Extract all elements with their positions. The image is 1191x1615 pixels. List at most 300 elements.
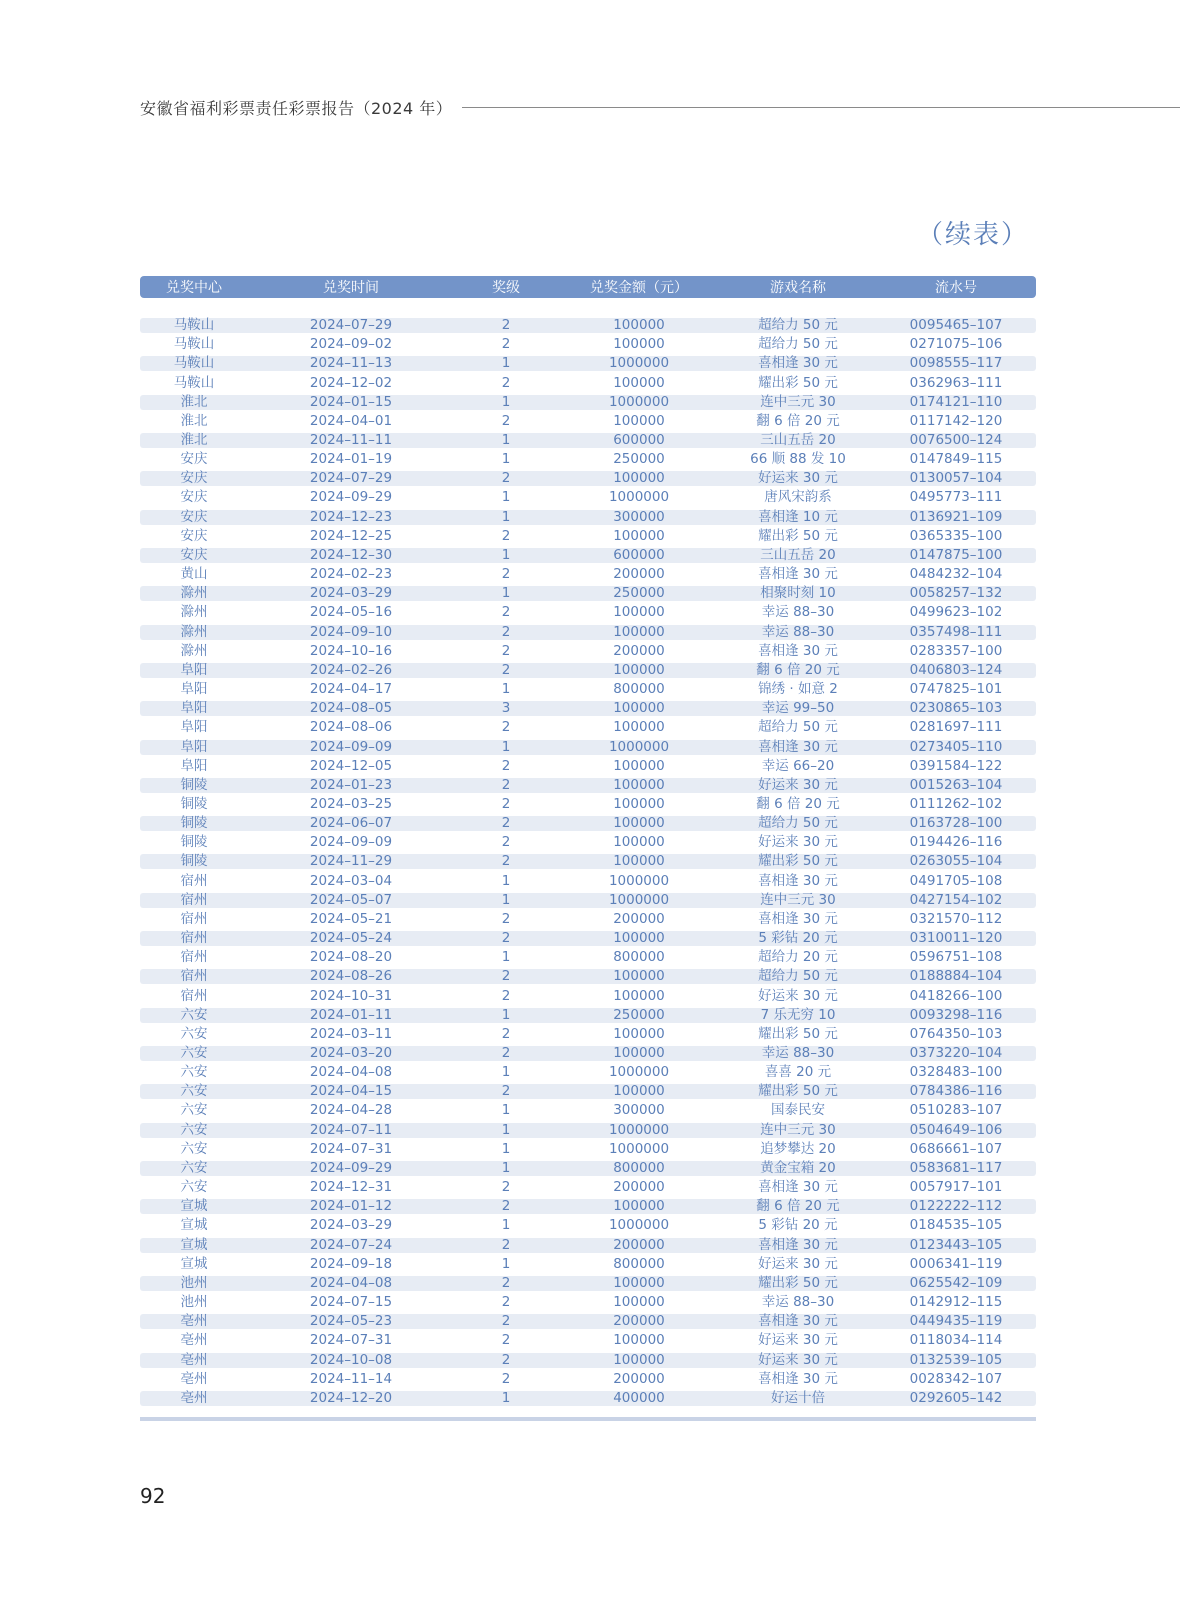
cell-center: 六安 — [180, 1006, 208, 1023]
cell-serial: 0188884–104 — [909, 968, 1003, 985]
cell-game-name: 耀出彩 50 元 — [758, 853, 838, 870]
cell-date: 2024–04–17 — [309, 681, 393, 698]
cell-game-name: 喜相逢 30 元 — [758, 355, 838, 372]
table-row — [140, 1312, 1036, 1331]
cell-game-name: 三山五岳 20 — [760, 432, 836, 449]
cell-date: 2024–03–20 — [309, 1045, 393, 1062]
cell-game-name: 国泰民安 — [771, 1102, 825, 1119]
cell-game-name: 好运来 30 元 — [758, 1255, 838, 1272]
table-row — [140, 1255, 1036, 1274]
table-row — [140, 1216, 1036, 1235]
cell-serial: 0499623–102 — [909, 604, 1003, 621]
cell-center: 马鞍山 — [173, 374, 215, 391]
cell-center: 宿州 — [180, 987, 208, 1004]
cell-serial: 0373220–104 — [909, 1045, 1003, 1062]
cell-game-name: 唐风宋韵系 — [764, 489, 832, 506]
cell-amount: 100000 — [613, 1198, 665, 1215]
cell-game-name: 锦绣 · 如意 2 — [758, 681, 838, 698]
table-row — [140, 450, 1036, 469]
cell-date: 2024–09–09 — [309, 834, 393, 851]
cell-prize-level: 2 — [501, 757, 511, 774]
cell-date: 2024–05–16 — [309, 604, 393, 621]
table-row-cells — [140, 1065, 1036, 1080]
cell-game-name: 好运来 30 元 — [758, 470, 838, 487]
table-row-cells — [140, 1353, 1036, 1368]
cell-amount: 100000 — [613, 336, 665, 353]
table-row-cells — [140, 740, 1036, 755]
cell-center: 淮北 — [180, 412, 208, 429]
column-header-serial: 流水号 — [935, 280, 977, 296]
column-header-amount: 兑奖金额（元） — [590, 280, 688, 296]
table-row — [140, 393, 1036, 412]
cell-serial: 0362963–111 — [909, 374, 1003, 391]
cell-prize-level: 1 — [501, 1140, 511, 1157]
cell-prize-level: 2 — [501, 719, 511, 736]
table-row — [140, 354, 1036, 373]
cell-amount: 200000 — [613, 910, 665, 927]
cell-amount: 100000 — [613, 527, 665, 544]
cell-prize-level: 2 — [501, 566, 511, 583]
cell-game-name: 好运来 30 元 — [758, 1351, 838, 1368]
cell-game-name: 超给力 50 元 — [758, 336, 838, 353]
table-row — [140, 1121, 1036, 1140]
cell-amount: 200000 — [613, 1179, 665, 1196]
cell-center: 亳州 — [180, 1332, 208, 1349]
cell-amount: 100000 — [613, 470, 665, 487]
table-row-cells — [140, 759, 1036, 774]
table-row — [140, 1197, 1036, 1216]
cell-amount: 200000 — [613, 1236, 665, 1253]
cell-center: 六安 — [180, 1179, 208, 1196]
cell-amount: 100000 — [613, 853, 665, 870]
table-row — [140, 718, 1036, 737]
cell-date: 2024–11–14 — [309, 1370, 393, 1387]
cell-serial: 0130057–104 — [909, 470, 1003, 487]
cell-center: 亳州 — [180, 1370, 208, 1387]
cell-prize-level: 2 — [501, 604, 511, 621]
cell-game-name: 喜相逢 30 元 — [758, 738, 838, 755]
cell-center: 铜陵 — [180, 815, 208, 832]
cell-prize-level: 2 — [501, 987, 511, 1004]
cell-game-name: 连中三元 30 — [760, 1121, 836, 1138]
cell-game-name: 耀出彩 50 元 — [758, 527, 838, 544]
cell-prize-level: 1 — [501, 585, 511, 602]
cell-prize-level: 2 — [501, 1274, 511, 1291]
cell-date: 2024–07–11 — [309, 1121, 393, 1138]
table-row-cells — [140, 1391, 1036, 1406]
cell-date: 2024–12–30 — [309, 546, 393, 563]
table-header — [140, 276, 1036, 298]
cell-serial: 0118034–114 — [909, 1332, 1003, 1349]
cell-prize-level: 2 — [501, 527, 511, 544]
cell-game-name: 好运来 30 元 — [758, 1332, 838, 1349]
cell-prize-level: 1 — [501, 546, 511, 563]
cell-center: 宣城 — [180, 1255, 208, 1272]
cell-amount: 800000 — [613, 1255, 665, 1272]
table-row-cells — [140, 854, 1036, 869]
cell-center: 阜阳 — [180, 738, 208, 755]
table-row — [140, 335, 1036, 354]
table-row-cells — [140, 625, 1036, 640]
table-row — [140, 795, 1036, 814]
cell-serial: 0328483–100 — [909, 1064, 1003, 1081]
cell-prize-level: 1 — [501, 891, 511, 908]
cell-serial: 0495773–111 — [909, 489, 1003, 506]
table-row-cells — [140, 471, 1036, 486]
table-row — [140, 680, 1036, 699]
table-row-cells — [140, 663, 1036, 678]
table-row — [140, 508, 1036, 527]
cell-game-name: 幸运 88–30 — [761, 604, 835, 621]
cell-prize-level: 2 — [501, 1083, 511, 1100]
table-row — [140, 1140, 1036, 1159]
cell-center: 安庆 — [180, 527, 208, 544]
cell-center: 六安 — [180, 1083, 208, 1100]
table-row-cells — [140, 605, 1036, 620]
cell-center: 宿州 — [180, 891, 208, 908]
cell-amount: 1000000 — [608, 1064, 670, 1081]
cell-date: 2024–05–24 — [309, 930, 393, 947]
table-row-cells — [140, 1123, 1036, 1138]
cell-center: 铜陵 — [180, 834, 208, 851]
cell-amount: 300000 — [613, 508, 665, 525]
table-row — [140, 316, 1036, 335]
cell-prize-level: 1 — [501, 738, 511, 755]
cell-amount: 1000000 — [608, 738, 670, 755]
cell-date: 2024–12–02 — [309, 374, 393, 391]
table-row-cells — [140, 1333, 1036, 1348]
cell-game-name: 喜相逢 30 元 — [758, 910, 838, 927]
cell-prize-level: 2 — [501, 412, 511, 429]
table-row-cells — [140, 1295, 1036, 1310]
table-row-cells — [140, 414, 1036, 429]
cell-date: 2024–07–29 — [309, 470, 393, 487]
cell-serial: 0163728–100 — [909, 815, 1003, 832]
cell-game-name: 耀出彩 50 元 — [758, 374, 838, 391]
table-row — [140, 623, 1036, 642]
table-bottom-rule — [140, 1417, 1036, 1421]
cell-prize-level: 2 — [501, 930, 511, 947]
cell-amount: 1000000 — [608, 489, 670, 506]
cell-amount: 1000000 — [608, 1121, 670, 1138]
cell-center: 六安 — [180, 1025, 208, 1042]
cell-date: 2024–03–29 — [309, 1217, 393, 1234]
cell-date: 2024–06–07 — [309, 815, 393, 832]
cell-amount: 100000 — [613, 1274, 665, 1291]
table-row-cells — [140, 989, 1036, 1004]
table-row-cells — [140, 337, 1036, 352]
cell-serial: 0184535–105 — [909, 1217, 1003, 1234]
cell-amount: 100000 — [613, 757, 665, 774]
table-row — [140, 488, 1036, 507]
cell-center: 滁州 — [180, 604, 208, 621]
cell-center: 宿州 — [180, 872, 208, 889]
cell-game-name: 喜相逢 30 元 — [758, 1236, 838, 1253]
cell-date: 2024–10–31 — [309, 987, 393, 1004]
table-row-cells — [140, 376, 1036, 391]
cell-serial: 0292605–142 — [909, 1389, 1003, 1406]
table-row-cells — [140, 567, 1036, 582]
cell-serial: 0057917–101 — [909, 1179, 1003, 1196]
cell-prize-level: 1 — [501, 949, 511, 966]
table-row — [140, 642, 1036, 661]
cell-center: 六安 — [180, 1045, 208, 1062]
table-row — [140, 1293, 1036, 1312]
cell-center: 六安 — [180, 1121, 208, 1138]
cell-game-name: 66 顺 88 发 10 — [750, 451, 846, 468]
cell-date: 2024–08–26 — [309, 968, 393, 985]
cell-prize-level: 1 — [501, 1217, 511, 1234]
cell-serial: 0784386–116 — [909, 1083, 1003, 1100]
cell-date: 2024–01–23 — [309, 776, 393, 793]
cell-serial: 0123443–105 — [909, 1236, 1003, 1253]
cell-serial: 0093298–116 — [909, 1006, 1003, 1023]
cell-serial: 0142912–115 — [909, 1294, 1003, 1311]
table-row — [140, 431, 1036, 450]
table-row — [140, 1101, 1036, 1120]
cell-date: 2024–04–08 — [309, 1274, 393, 1291]
cell-date: 2024–02–23 — [309, 566, 393, 583]
cell-amount: 100000 — [613, 815, 665, 832]
table-row — [140, 603, 1036, 622]
cell-game-name: 7 乐无穷 10 — [760, 1006, 836, 1023]
table-row-cells — [140, 950, 1036, 965]
cell-prize-level: 2 — [501, 470, 511, 487]
cell-prize-level: 1 — [501, 393, 511, 410]
cell-prize-level: 1 — [501, 872, 511, 889]
cell-center: 宣城 — [180, 1236, 208, 1253]
table-row-cells — [140, 778, 1036, 793]
table-row-cells — [140, 912, 1036, 927]
cell-date: 2024–08–06 — [309, 719, 393, 736]
column-header-center: 兑奖中心 — [166, 280, 222, 296]
cell-prize-level: 2 — [501, 1045, 511, 1062]
cell-serial: 0147875–100 — [909, 546, 1003, 563]
table-row — [140, 1331, 1036, 1350]
cell-center: 滁州 — [180, 642, 208, 659]
cell-amount: 100000 — [613, 661, 665, 678]
cell-prize-level: 2 — [501, 1313, 511, 1330]
cell-game-name: 追梦攀达 20 — [760, 1140, 836, 1157]
cell-prize-level: 1 — [501, 681, 511, 698]
cell-game-name: 耀出彩 50 元 — [758, 1274, 838, 1291]
table-row-cells — [140, 720, 1036, 735]
table-row-cells — [140, 1142, 1036, 1157]
cell-serial: 0391584–122 — [909, 757, 1003, 774]
cell-amount: 100000 — [613, 834, 665, 851]
table-row — [140, 1370, 1036, 1389]
cell-amount: 300000 — [613, 1102, 665, 1119]
cell-center: 宿州 — [180, 910, 208, 927]
cell-amount: 800000 — [613, 1159, 665, 1176]
table-row-cells — [140, 1027, 1036, 1042]
table-row — [140, 737, 1036, 756]
table-row — [140, 1274, 1036, 1293]
table-row-cells — [140, 1103, 1036, 1118]
cell-center: 池州 — [180, 1274, 208, 1291]
cell-serial: 0147849–115 — [909, 451, 1003, 468]
cell-game-name: 超给力 20 元 — [758, 949, 838, 966]
table-row — [140, 757, 1036, 776]
header-rule — [462, 107, 1180, 108]
cell-amount: 800000 — [613, 681, 665, 698]
cell-date: 2024–11–29 — [309, 853, 393, 870]
table-row — [140, 1236, 1036, 1255]
cell-amount: 100000 — [613, 700, 665, 717]
column-header-prize-level: 奖级 — [492, 280, 520, 296]
cell-date: 2024–09–29 — [309, 1159, 393, 1176]
cell-amount: 400000 — [613, 1389, 665, 1406]
cell-prize-level: 2 — [501, 317, 511, 334]
cell-center: 铜陵 — [180, 776, 208, 793]
cell-prize-level: 2 — [501, 1025, 511, 1042]
cell-center: 阜阳 — [180, 719, 208, 736]
cell-game-name: 翻 6 倍 20 元 — [756, 412, 840, 429]
cell-serial: 0504649–106 — [909, 1121, 1003, 1138]
continued-table-label: （续表） — [916, 220, 1029, 250]
cell-center: 亳州 — [180, 1351, 208, 1368]
cell-date: 2024–12–05 — [309, 757, 393, 774]
cell-serial: 0230865–103 — [909, 700, 1003, 717]
cell-game-name: 翻 6 倍 20 元 — [756, 1198, 840, 1215]
cell-serial: 0194426–116 — [909, 834, 1003, 851]
cell-amount: 1000000 — [608, 891, 670, 908]
cell-serial: 0365335–100 — [909, 527, 1003, 544]
table-body — [140, 316, 1036, 1408]
cell-date: 2024–01–11 — [309, 1006, 393, 1023]
cell-serial: 0263055–104 — [909, 853, 1003, 870]
table-row-cells — [140, 874, 1036, 889]
table-row-cells — [140, 1314, 1036, 1329]
cell-prize-level: 3 — [501, 700, 511, 717]
cell-game-name: 翻 6 倍 20 元 — [756, 795, 840, 812]
cell-prize-level: 2 — [501, 623, 511, 640]
cell-game-name: 幸运 88–30 — [761, 1294, 835, 1311]
cell-prize-level: 1 — [501, 1006, 511, 1023]
table-row — [140, 833, 1036, 852]
cell-serial: 0310011–120 — [909, 930, 1003, 947]
table-row-cells — [140, 1161, 1036, 1176]
page-number: 92 — [140, 1484, 166, 1508]
cell-prize-level: 2 — [501, 1198, 511, 1215]
cell-amount: 100000 — [613, 623, 665, 640]
table-row — [140, 872, 1036, 891]
cell-center: 黄山 — [180, 566, 208, 583]
cell-date: 2024–08–05 — [309, 700, 393, 717]
cell-serial: 0136921–109 — [909, 508, 1003, 525]
cell-serial: 0321570–112 — [909, 910, 1003, 927]
table-row — [140, 584, 1036, 603]
table-row — [140, 1006, 1036, 1025]
table-row-cells — [140, 1008, 1036, 1023]
table-row-cells — [140, 931, 1036, 946]
table-row-cells — [140, 969, 1036, 984]
cell-prize-level: 2 — [501, 968, 511, 985]
cell-date: 2024–04–01 — [309, 412, 393, 429]
cell-amount: 100000 — [613, 1332, 665, 1349]
cell-center: 亳州 — [180, 1313, 208, 1330]
cell-prize-level: 2 — [501, 910, 511, 927]
cell-amount: 100000 — [613, 930, 665, 947]
cell-prize-level: 2 — [501, 834, 511, 851]
cell-prize-level: 1 — [501, 508, 511, 525]
cell-amount: 250000 — [613, 585, 665, 602]
cell-center: 宿州 — [180, 949, 208, 966]
table-row — [140, 948, 1036, 967]
cell-center: 淮北 — [180, 432, 208, 449]
cell-center: 安庆 — [180, 508, 208, 525]
cell-serial: 0686661–107 — [909, 1140, 1003, 1157]
cell-amount: 250000 — [613, 451, 665, 468]
cell-prize-level: 1 — [501, 1159, 511, 1176]
table-row-cells — [140, 835, 1036, 850]
cell-amount: 100000 — [613, 604, 665, 621]
cell-prize-level: 1 — [501, 489, 511, 506]
table-row-cells — [140, 1276, 1036, 1291]
cell-serial: 0406803–124 — [909, 661, 1003, 678]
cell-game-name: 黄金宝箱 20 — [760, 1159, 836, 1176]
cell-prize-level: 2 — [501, 1370, 511, 1387]
table-row — [140, 814, 1036, 833]
table-row — [140, 891, 1036, 910]
cell-center: 宣城 — [180, 1217, 208, 1234]
cell-center: 池州 — [180, 1294, 208, 1311]
cell-game-name: 耀出彩 50 元 — [758, 1083, 838, 1100]
table-row-cells — [140, 1372, 1036, 1387]
report-title: 安徽省福利彩票责任彩票报告（2024 年） — [140, 98, 453, 118]
cell-prize-level: 2 — [501, 661, 511, 678]
cell-date: 2024–07–15 — [309, 1294, 393, 1311]
cell-date: 2024–09–02 — [309, 336, 393, 353]
cell-date: 2024–05–21 — [309, 910, 393, 927]
cell-amount: 100000 — [613, 1351, 665, 1368]
cell-serial: 0449435–119 — [909, 1313, 1003, 1330]
cell-game-name: 好运来 30 元 — [758, 776, 838, 793]
cell-date: 2024–04–15 — [309, 1083, 393, 1100]
cell-center: 六安 — [180, 1064, 208, 1081]
cell-serial: 0098555–117 — [909, 355, 1003, 372]
cell-date: 2024–03–25 — [309, 795, 393, 812]
cell-game-name: 好运来 30 元 — [758, 834, 838, 851]
table-row-cells — [140, 452, 1036, 467]
table-row — [140, 527, 1036, 546]
cell-date: 2024–07–31 — [309, 1140, 393, 1157]
cell-amount: 100000 — [613, 776, 665, 793]
table-row-cells — [140, 1180, 1036, 1195]
cell-date: 2024–07–24 — [309, 1236, 393, 1253]
table-row — [140, 852, 1036, 871]
cell-serial: 0117142–120 — [909, 412, 1003, 429]
table-row-cells — [140, 1046, 1036, 1061]
table-row-cells — [140, 1238, 1036, 1253]
cell-date: 2024–08–20 — [309, 949, 393, 966]
cell-center: 亳州 — [180, 1389, 208, 1406]
cell-date: 2024–04–08 — [309, 1064, 393, 1081]
cell-game-name: 连中三元 30 — [760, 393, 836, 410]
cell-center: 马鞍山 — [173, 355, 215, 372]
cell-center: 宿州 — [180, 968, 208, 985]
cell-amount: 100000 — [613, 1083, 665, 1100]
table-row-cells — [140, 529, 1036, 544]
table-row — [140, 412, 1036, 431]
cell-amount: 1000000 — [608, 355, 670, 372]
cell-serial: 0111262–102 — [909, 795, 1003, 812]
cell-amount: 600000 — [613, 546, 665, 563]
cell-amount: 800000 — [613, 949, 665, 966]
table-row-cells — [140, 1084, 1036, 1099]
cell-game-name: 幸运 99–50 — [761, 700, 835, 717]
cell-game-name: 好运来 30 元 — [758, 987, 838, 1004]
